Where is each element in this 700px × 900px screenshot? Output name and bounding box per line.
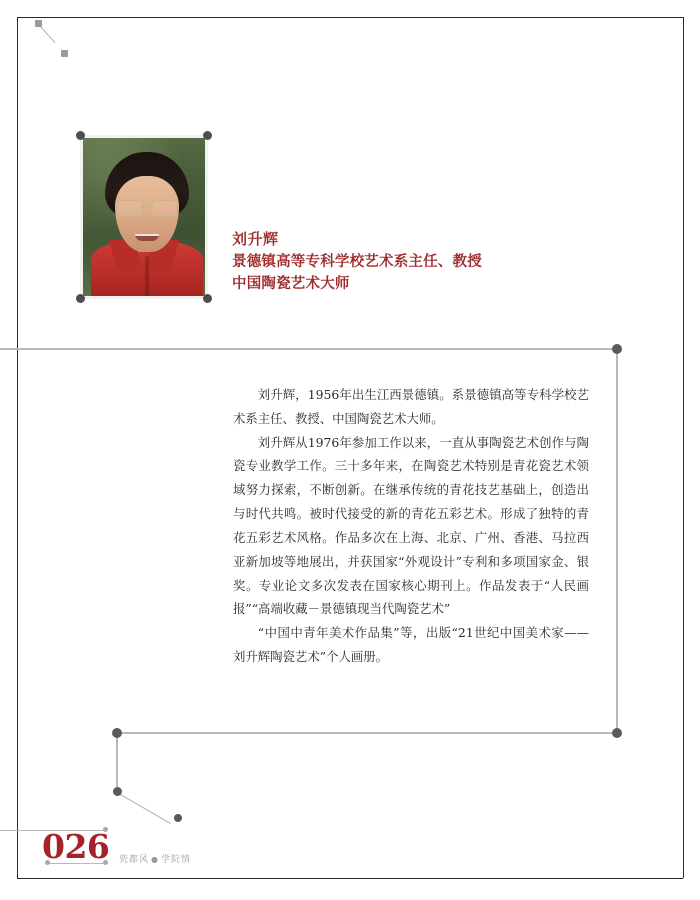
photo-shirt-placket <box>145 256 149 296</box>
artist-title-line-2: 中国陶瓷艺术大师 <box>232 275 350 292</box>
anchor-handle-mid-left[interactable] <box>113 787 122 796</box>
anchor-handle-top-end[interactable] <box>61 50 68 57</box>
page-number: 026 <box>42 827 110 866</box>
headline-block[interactable] <box>232 228 572 295</box>
footer-caption-right: 学院情 <box>161 855 192 865</box>
eyeglass-lens-left <box>117 200 143 217</box>
photo-handle-bottom-left[interactable] <box>76 294 85 303</box>
footer-caption <box>119 852 191 865</box>
body-paragraph-2: 刘升辉从1976年参加工作以来，一直从事陶瓷艺术创作与陶瓷专业教学工作。三十多年来，在陶瓷艺术特别是青花瓷艺术领域努力探索，不断创新。在继承传统的青花技艺基础上，创造出与时代共鸣。被时代接受的新的青花五彩艺术。形成了独特的青花五彩艺术风格。作品多次在上海、北京、广州、香港、马拉西亚新加坡等地展出，并获国家“外观设计”专利和多项国家金、银奖。专业论文多次发表在国家核心期刊上。作品发表于“人民画报”“高端收藏－景德镇现当代陶瓷艺术” <box>233 434 589 617</box>
eyeglass-lens-right <box>151 200 177 217</box>
anchor-handle-bottom-left[interactable] <box>112 728 122 738</box>
anchor-handle-top-right[interactable] <box>612 344 622 354</box>
anchor-handle-diagonal-end[interactable] <box>174 814 182 822</box>
anchor-handle-bottom-right[interactable] <box>612 728 622 738</box>
photo-eyeglasses <box>117 200 177 215</box>
anchor-handle-top-start[interactable] <box>35 20 42 27</box>
diagonal-connector-bottom[interactable] <box>117 792 171 824</box>
guide-rule-top-horizontal[interactable] <box>0 348 618 350</box>
page-frame-left <box>17 17 18 878</box>
body-paragraph-1: 刘升辉，1956年出生江西景德镇。系景德镇高等专科学校艺术系主任、教授、中国陶瓷艺术大师。 <box>233 387 589 426</box>
artist-name: 刘升辉 <box>232 230 279 248</box>
page-frame-right <box>683 17 684 878</box>
page-frame-top <box>17 17 683 18</box>
portrait-photo[interactable] <box>80 135 208 299</box>
eyeglass-bridge <box>141 206 153 208</box>
portrait-photo-frame[interactable] <box>80 135 208 299</box>
body-text-block[interactable] <box>233 383 589 669</box>
footer-caption-left: 瓷都风 <box>119 855 150 865</box>
guide-rule-right-vertical[interactable] <box>616 348 618 734</box>
footer-separator-dot: ● <box>151 855 159 864</box>
page-frame-bottom <box>17 878 683 879</box>
guide-rule-left-vertical[interactable] <box>116 732 118 792</box>
photo-handle-bottom-right[interactable] <box>203 294 212 303</box>
body-paragraph-3: “中国中青年美术作品集”等，出版“21世纪中国美术家——刘升辉陶瓷艺术”个人画册。 <box>233 625 589 664</box>
photo-handle-top-right[interactable] <box>203 131 212 140</box>
guide-rule-bottom-horizontal[interactable] <box>116 732 618 734</box>
photo-handle-top-left[interactable] <box>76 131 85 140</box>
photo-smile <box>135 234 159 241</box>
artist-title-line-1: 景德镇高等专科学校艺术系主任、教授 <box>232 253 482 270</box>
